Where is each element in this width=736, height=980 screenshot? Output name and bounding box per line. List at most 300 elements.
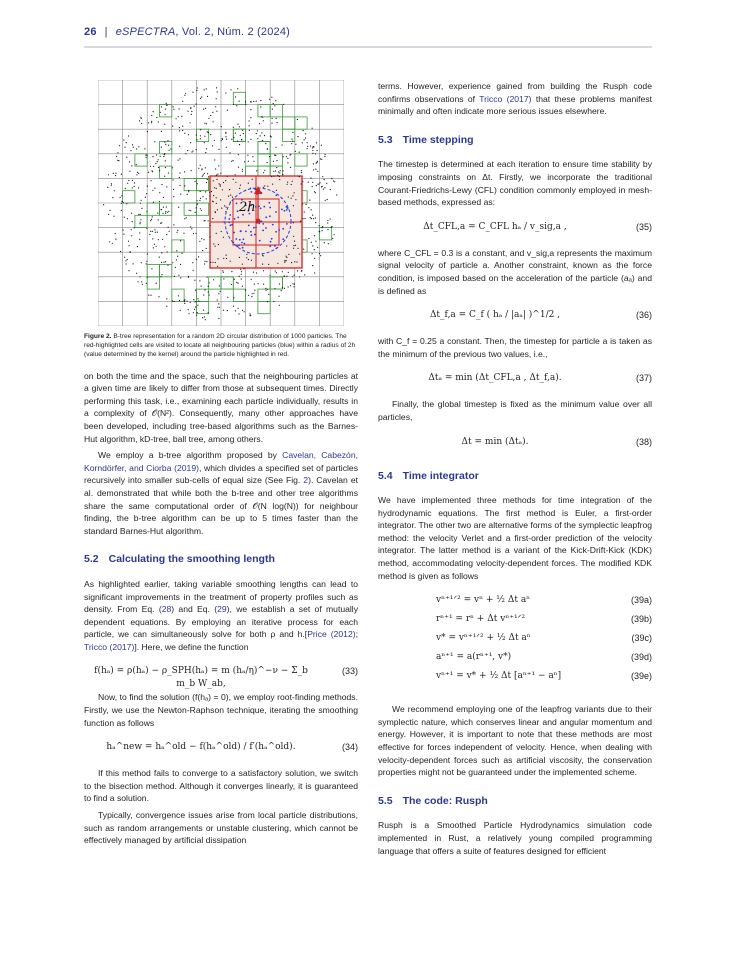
subcell <box>283 117 295 129</box>
neighbour-particle <box>262 223 264 225</box>
particle <box>196 315 197 316</box>
particle <box>317 150 318 151</box>
particle <box>201 169 202 170</box>
particle <box>163 156 164 157</box>
particle <box>303 249 304 250</box>
particle <box>324 187 325 188</box>
particle <box>259 123 260 124</box>
neighbour-particle <box>282 238 284 240</box>
particle <box>310 145 311 146</box>
particle <box>179 185 180 186</box>
particle <box>312 186 313 187</box>
particle <box>155 163 156 164</box>
particle <box>117 160 118 161</box>
particle <box>165 114 166 115</box>
particle <box>306 204 307 205</box>
particle <box>206 88 207 89</box>
particle <box>229 189 230 190</box>
particle <box>156 246 157 247</box>
particle <box>267 149 268 150</box>
particle <box>199 200 200 201</box>
particle <box>160 156 161 157</box>
particle <box>239 257 240 258</box>
particle <box>138 214 139 215</box>
particle <box>112 197 113 198</box>
particle <box>202 196 203 197</box>
particle <box>154 244 155 245</box>
particle <box>213 201 214 202</box>
particle <box>193 270 194 271</box>
particle <box>159 201 160 202</box>
particle <box>136 164 137 165</box>
particle <box>134 182 135 183</box>
particle <box>248 161 249 162</box>
particle <box>178 295 179 296</box>
particle <box>330 189 331 190</box>
particle <box>134 186 135 187</box>
particle <box>197 87 198 88</box>
particle <box>264 185 265 186</box>
particle <box>195 212 196 213</box>
particle <box>312 253 313 254</box>
particle <box>196 134 197 135</box>
particle <box>146 228 147 229</box>
particle <box>131 235 132 236</box>
particle <box>205 152 206 153</box>
particle <box>215 246 216 247</box>
particle <box>161 106 162 107</box>
particle <box>208 176 209 177</box>
particle <box>160 276 161 277</box>
particle <box>152 231 153 232</box>
particle <box>240 135 241 136</box>
subcell <box>160 265 172 277</box>
particle <box>138 146 139 147</box>
neighbour-particle <box>259 240 261 242</box>
particle <box>276 118 277 119</box>
equation-ref-link[interactable]: 28 <box>161 604 172 615</box>
particle <box>315 192 316 193</box>
particle <box>315 169 316 170</box>
particle <box>277 263 278 264</box>
particle <box>282 170 283 171</box>
particle <box>148 172 149 173</box>
particle <box>209 282 210 283</box>
particle <box>304 218 305 219</box>
particle <box>108 214 109 215</box>
particle <box>254 284 255 285</box>
neighbour-particle <box>286 209 288 211</box>
particle <box>262 264 263 265</box>
particle <box>151 268 152 269</box>
particle <box>193 233 194 234</box>
particle <box>286 245 287 246</box>
particle <box>241 271 242 272</box>
particle <box>121 203 122 204</box>
particle <box>111 183 112 184</box>
particle <box>191 114 192 115</box>
particle <box>232 160 233 161</box>
particle <box>157 161 158 162</box>
particle <box>163 197 164 198</box>
particle <box>263 284 264 285</box>
particle <box>315 153 316 154</box>
particle <box>301 172 302 173</box>
particle <box>202 176 203 177</box>
particle <box>115 233 116 234</box>
particle <box>260 135 261 136</box>
particle <box>294 192 295 193</box>
neighbour-particle <box>251 191 253 193</box>
particle <box>213 195 214 196</box>
particle <box>315 222 316 223</box>
particle <box>179 130 180 131</box>
equation-39a: vⁿ⁺¹ᐟ² = vⁿ + ½ Δt aⁿ (39a) <box>436 595 652 606</box>
particle <box>164 142 165 143</box>
particle <box>113 216 114 217</box>
particle <box>299 276 300 277</box>
equation-34: hₐ^new = hₐ^old − f(hₐ^old) / f′(hₐ^old). (34) <box>106 742 358 753</box>
equation-39b: rⁿ⁺¹ = rⁿ + Δt vⁿ⁺¹ᐟ² (39b) <box>436 614 652 625</box>
particle <box>121 195 122 196</box>
particle <box>292 181 293 182</box>
particle <box>242 286 243 287</box>
particle <box>141 123 142 124</box>
particle <box>220 173 221 174</box>
particle <box>221 140 222 141</box>
particle <box>249 125 250 126</box>
neighbour-particle <box>243 238 245 240</box>
particle <box>176 250 177 251</box>
section-heading: 5.5 The code: Rusph <box>378 794 488 807</box>
citation-link[interactable]: Price (2012) <box>307 629 356 640</box>
particle <box>325 154 326 155</box>
particle <box>291 184 292 185</box>
neighbour-particle <box>232 242 234 244</box>
btree-figure <box>98 80 344 326</box>
particle <box>184 95 185 96</box>
particle <box>241 274 242 275</box>
particle <box>267 301 268 302</box>
particle <box>184 301 185 302</box>
particle <box>277 175 278 176</box>
neighbour-particle <box>270 241 272 243</box>
particle <box>184 133 185 134</box>
particle <box>169 150 170 151</box>
particle <box>256 170 257 171</box>
particle <box>200 208 201 209</box>
neighbour-particle <box>242 247 244 249</box>
section-heading: 5.3 Time stepping <box>378 133 474 146</box>
neighbour-particle <box>255 227 257 229</box>
citation-link[interactable]: Tricco (2017) <box>84 641 135 652</box>
particle <box>138 187 139 188</box>
subcell <box>184 178 196 190</box>
particle <box>153 111 154 112</box>
particle <box>324 179 325 180</box>
particle <box>197 200 198 201</box>
particle <box>209 192 210 193</box>
particle <box>235 310 236 311</box>
figure-label: Figure 2. <box>84 333 112 340</box>
particle <box>302 181 303 182</box>
neighbour-particle <box>286 223 288 225</box>
neighbour-particle <box>275 211 277 213</box>
particle <box>198 300 199 301</box>
particle <box>148 295 149 296</box>
particle <box>225 92 226 93</box>
particle <box>236 105 237 106</box>
particle <box>315 241 316 242</box>
particle <box>272 184 273 185</box>
particle <box>323 189 324 190</box>
particle <box>166 306 167 307</box>
neighbour-particle <box>263 206 265 208</box>
particle <box>151 121 152 122</box>
particle <box>115 175 116 176</box>
neighbour-particle <box>239 239 241 241</box>
particle <box>180 310 181 311</box>
particle <box>216 111 217 112</box>
subcell <box>258 154 270 166</box>
subcell <box>196 129 208 141</box>
particle <box>271 176 272 177</box>
particle <box>139 232 140 233</box>
particle <box>301 183 302 184</box>
particle <box>129 171 130 172</box>
particle <box>161 209 162 210</box>
paragraph: Now, to find the solution (f(hₐ) = 0), we employ root-finding methods. Firstly, we use the Newton-Raphson technique, iterating the smoothing function as follows <box>84 692 358 728</box>
particle <box>274 105 275 106</box>
particle <box>200 129 201 130</box>
particle <box>250 139 251 140</box>
particle <box>126 142 127 143</box>
particle <box>246 257 247 258</box>
particle <box>279 305 280 306</box>
equation-36: Δt_f,a = C_f ( hₐ / |aₐ| )^1/2 , (36) <box>429 310 652 321</box>
particle <box>238 154 239 155</box>
particle <box>230 195 231 196</box>
paragraph: where C_CFL = 0.3 is a constant, and v_sig,a represents the maximum signal velocity of particle a. Another constraint, known as the force condition, is imposed based on the acceleration of the particle (aₐ) and is defined as <box>378 247 652 296</box>
particle <box>293 248 294 249</box>
particle <box>204 289 205 290</box>
particle <box>292 276 293 277</box>
figure-caption <box>84 332 358 360</box>
particle <box>212 262 213 263</box>
particle <box>317 184 318 185</box>
particle <box>286 256 287 257</box>
particle <box>151 219 152 220</box>
figure-ref-link[interactable]: 2 <box>303 475 309 486</box>
subcell <box>196 289 208 301</box>
particle <box>316 185 317 186</box>
particle <box>184 185 185 186</box>
particle <box>218 293 219 294</box>
particle <box>165 167 166 168</box>
particle <box>287 158 288 159</box>
particle <box>299 253 300 254</box>
particle <box>142 284 143 285</box>
equation-37: Δtₐ = min (Δt_CFL,a , Δt_f,a). (37) <box>428 373 652 384</box>
particle <box>322 227 323 228</box>
left-column <box>84 80 358 851</box>
particle <box>246 254 247 255</box>
particle <box>150 295 151 296</box>
particle <box>195 233 196 234</box>
particle <box>294 261 295 262</box>
neighbour-particle <box>274 245 276 247</box>
equation-35: Δt_CFL,a = C_CFL hₐ / v_sig,a , (35) <box>423 221 652 232</box>
particle <box>180 240 181 241</box>
particle <box>328 243 329 244</box>
particle <box>158 121 159 122</box>
particle <box>131 165 132 166</box>
particle <box>266 290 267 291</box>
particle <box>168 211 169 212</box>
particle <box>196 103 197 104</box>
particle <box>327 222 328 223</box>
particle <box>190 108 191 109</box>
particle <box>279 179 280 180</box>
particle <box>253 272 254 273</box>
particle <box>184 171 185 172</box>
particle <box>207 96 208 97</box>
particle <box>212 218 213 219</box>
particle <box>216 188 217 189</box>
particle <box>219 285 220 286</box>
neighbour-particle <box>234 218 236 220</box>
particle <box>221 126 222 127</box>
particle <box>188 313 189 314</box>
particle <box>204 263 205 264</box>
particle <box>263 255 264 256</box>
citation-link[interactable]: Cavelan, Cabezón, Korndörfer, and Ciorba (2019) <box>84 450 359 473</box>
particle <box>288 196 289 197</box>
subcell <box>196 178 208 190</box>
particle <box>263 187 264 188</box>
particle <box>191 170 192 171</box>
particle <box>270 136 271 137</box>
particle <box>213 243 214 244</box>
particle <box>293 222 294 223</box>
particle <box>115 173 116 174</box>
particle <box>175 267 176 268</box>
particle <box>223 237 224 238</box>
particle <box>217 299 218 300</box>
particle <box>152 216 153 217</box>
particle <box>314 191 315 192</box>
particle <box>316 162 317 163</box>
particle <box>197 204 198 205</box>
particle <box>293 236 294 237</box>
particle <box>210 262 211 263</box>
particle <box>153 166 154 167</box>
particle <box>297 119 298 120</box>
particle <box>265 288 266 289</box>
particle <box>147 277 148 278</box>
particle <box>207 173 208 174</box>
particle <box>209 195 210 196</box>
neighbour-particle <box>230 224 232 226</box>
neighbour-particle <box>269 245 271 247</box>
particle <box>282 144 283 145</box>
particle <box>275 270 276 271</box>
particle <box>140 219 141 220</box>
subcell <box>233 92 245 104</box>
particle <box>334 181 335 182</box>
subcell <box>258 105 270 117</box>
particle <box>192 150 193 151</box>
particle <box>161 222 162 223</box>
particle <box>127 259 128 260</box>
subcell <box>172 240 184 252</box>
particle <box>233 297 234 298</box>
particle <box>236 282 237 283</box>
equation-ref-link[interactable]: 29 <box>217 604 227 615</box>
particle <box>304 274 305 275</box>
subcell <box>147 265 159 277</box>
neighbour-particle <box>245 231 247 233</box>
particle <box>322 226 323 227</box>
subcell <box>258 142 270 154</box>
particle <box>138 173 139 174</box>
particle <box>324 156 325 157</box>
particle <box>252 293 253 294</box>
particle <box>178 116 179 117</box>
neighbour-particle <box>253 227 255 229</box>
particle <box>235 96 236 97</box>
particle <box>249 313 250 314</box>
particle <box>173 224 174 225</box>
particle <box>154 229 155 230</box>
particle <box>185 153 186 154</box>
particle <box>221 208 222 209</box>
paragraph: on both the time and the space, such that the neighbouring particles at a given time are likely to differ from those at subsequent times. Directly performing this task, i.e., examining each particle individually, results in a complexity of 𝒪(N²). Consequently, many other approaches have been developed, including tree-based algorithms such as the Barnes-Hut algorithm, kD-tree, ball tree, among others. <box>84 370 358 444</box>
neighbour-particle <box>248 225 250 227</box>
particle <box>282 271 283 272</box>
particle <box>225 136 226 137</box>
particle <box>239 101 240 102</box>
particle <box>210 115 211 116</box>
particle <box>149 234 150 235</box>
particle <box>129 161 130 162</box>
particle <box>157 232 158 233</box>
particle <box>196 207 197 208</box>
subcell <box>233 289 245 301</box>
particle <box>109 210 110 211</box>
particle <box>312 245 313 246</box>
neighbour-particle <box>238 244 240 246</box>
particle <box>113 173 114 174</box>
radius-label: 2h <box>239 200 256 215</box>
particle <box>206 198 207 199</box>
particle <box>331 178 332 179</box>
target-particle <box>256 219 261 224</box>
particle <box>123 139 124 140</box>
subcell <box>233 129 245 141</box>
subcell <box>258 301 270 313</box>
particle <box>128 135 129 136</box>
particle <box>139 239 140 240</box>
particle <box>222 138 223 139</box>
particle <box>301 170 302 171</box>
particle <box>146 157 147 158</box>
particle <box>174 301 175 302</box>
particle <box>286 260 287 261</box>
particle <box>276 272 277 273</box>
citation-link[interactable]: Tricco (2017) <box>479 93 532 104</box>
particle <box>195 301 196 302</box>
